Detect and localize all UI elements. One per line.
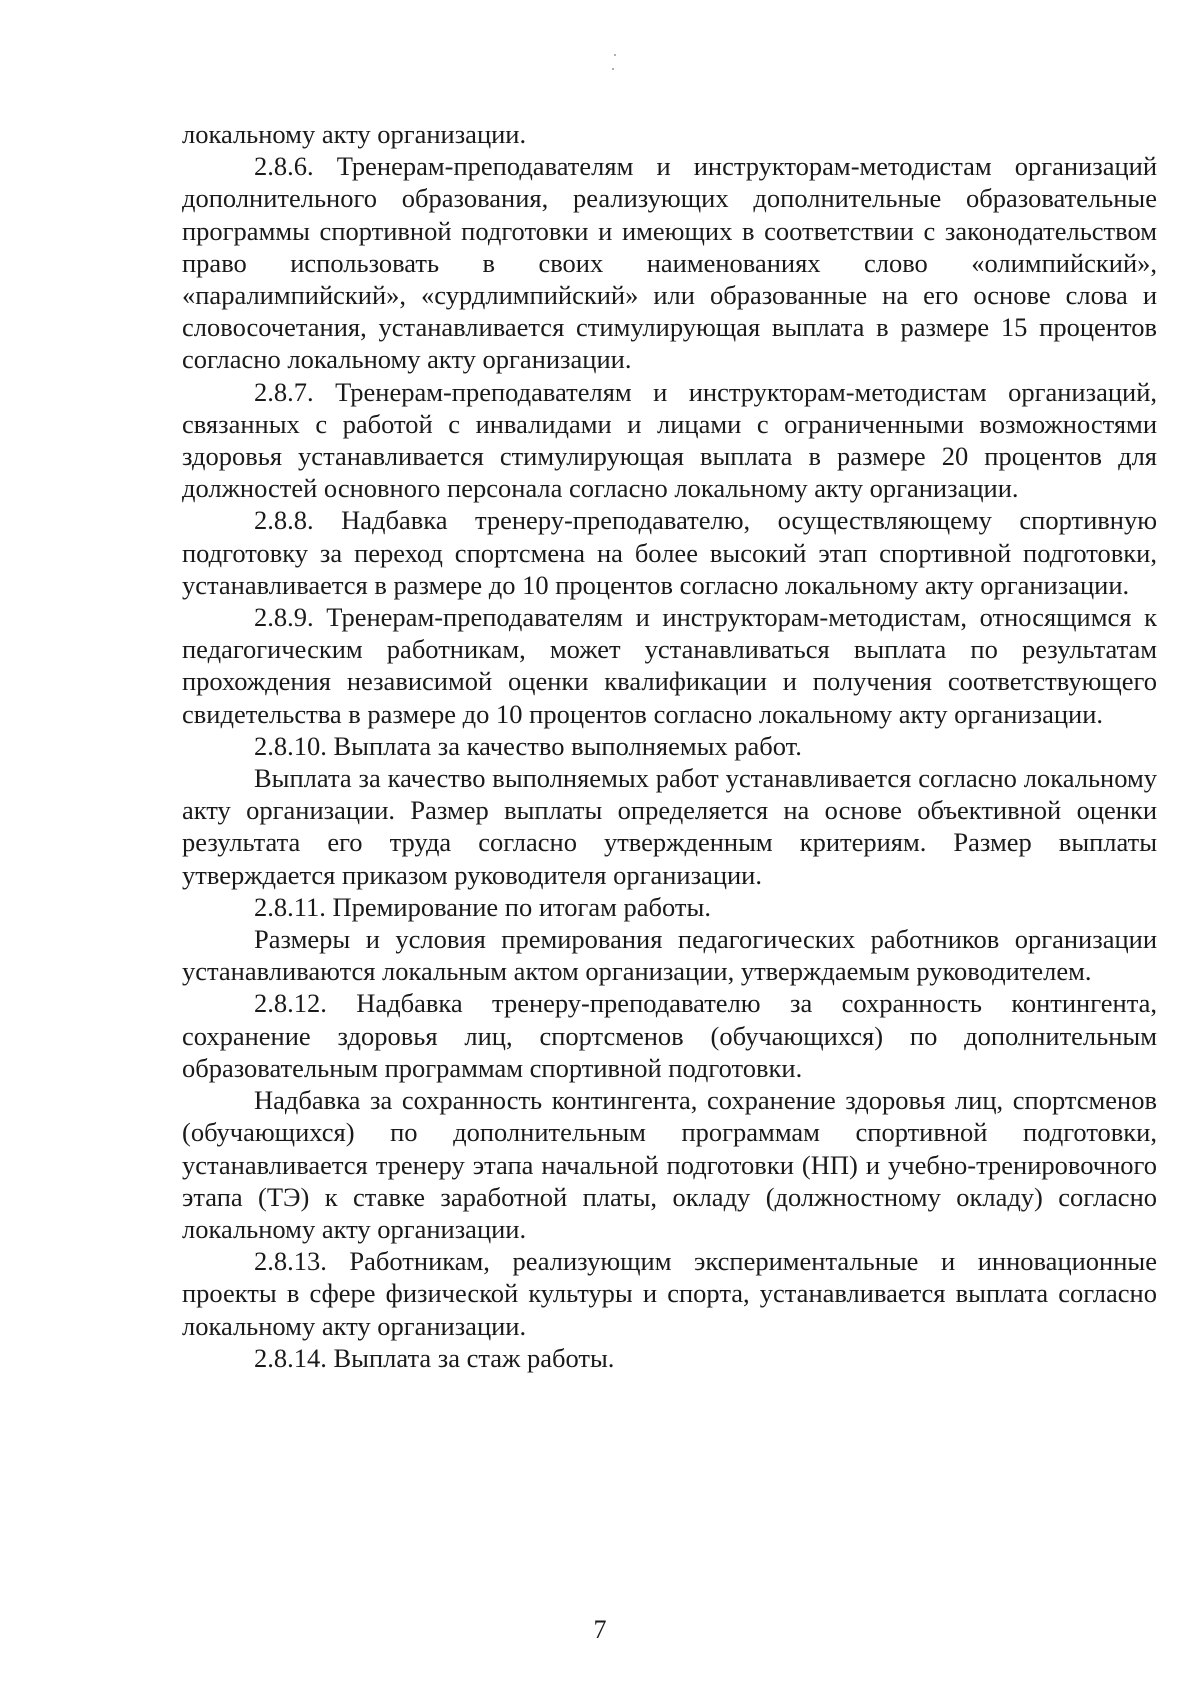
paragraph-2-8-7: 2.8.7. Тренерам-преподавателям и инструкторам-методистам организаций, связанных с работой с инвалидами и лицами с ограниченными возможностями здоровья устанавливается стимулирующая выплата в размере 20 процентов для должностей основного персонала согласно локальному акту организации. <box>182 376 1157 504</box>
scan-speck <box>612 68 614 70</box>
paragraph-2-8-11-body: Размеры и условия премирования педагогических работников организации устанавливаются локальным актом организации, утверждаемым руководителем. <box>182 924 1157 987</box>
paragraph-2-8-8: 2.8.8. Надбавка тренеру-преподавателю, осуществляющему спортивную подготовку за переход спортсмена на более высокий этап спортивной подготовки, устанавливается в размере до 10 процентов согласно локальному акту организации. <box>182 505 1157 600</box>
paragraph-2-8-14: 2.8.14. Выплата за стаж работы. <box>254 1342 615 1373</box>
paragraph-2-8-13: 2.8.13. Работникам, реализующим экспериментальные и инновационные проекты в сфере физической культуры и спорта, устанавливается выплата согласно локальному акту организации. <box>182 1246 1157 1341</box>
page-number: 7 <box>593 1615 607 1644</box>
paragraph-2-8-6: 2.8.6. Тренерам-преподавателям и инструкторам-методистам организаций дополнительного образования, реализующих дополнительные образовательные программы спортивной подготовки и имеющих в соответствии с законодательством право использовать в своих наименованиях слово «олимпийский», «паралимпийский», «сурдлимпийский» или образованные на его основе слова и словосочетания, устанавливается стимулирующая выплата в размере 15 процентов согласно локальному акту организации. <box>182 151 1157 375</box>
scan-speck <box>614 54 616 56</box>
paragraph-2-8-12-heading: 2.8.12. Надбавка тренеру-преподавателю за сохранность контингента, сохранение здоровья лиц, спортсменов (обучающихся) по дополнительным образовательным программам спортивной подготовки. <box>182 988 1157 1083</box>
paragraph-continuation: локальному акту организации. <box>182 119 527 149</box>
paragraph-2-8-9: 2.8.9. Тренерам-преподавателям и инструкторам-методистам, относящимся к педагогическим работникам, может устанавливаться выплата по результатам прохождения независимой оценки квалификации и получения соответствующего свидетельства в размере до 10 процентов согласно локальному акту организации. <box>182 602 1157 729</box>
paragraph-2-8-10-heading: 2.8.10. Выплата за качество выполняемых работ. <box>254 730 802 761</box>
paragraph-2-8-12-body: Надбавка за сохранность контингента, сохранение здоровья лиц, спортсменов (обучающихся) по дополнительным программам спортивной подготовки, устанавливается тренеру этапа начальной подготовки (НП) и учебно-тренировочного этапа (ТЭ) к ставке заработной платы, окладу (должностному окладу) согласно локальному акту организации. <box>182 1085 1157 1244</box>
document-body <box>182 118 1157 1374</box>
paragraph-2-8-11-heading: 2.8.11. Премирование по итогам работы. <box>254 891 711 922</box>
paragraph-2-8-10-body: Выплата за качество выполняемых работ устанавливается согласно локальному акту организации. Размер выплаты определяется на основе объективной оценки результата его труда согласно утвержденным критериям. Размер выплаты утверждается приказом руководителя организации. <box>182 763 1157 890</box>
